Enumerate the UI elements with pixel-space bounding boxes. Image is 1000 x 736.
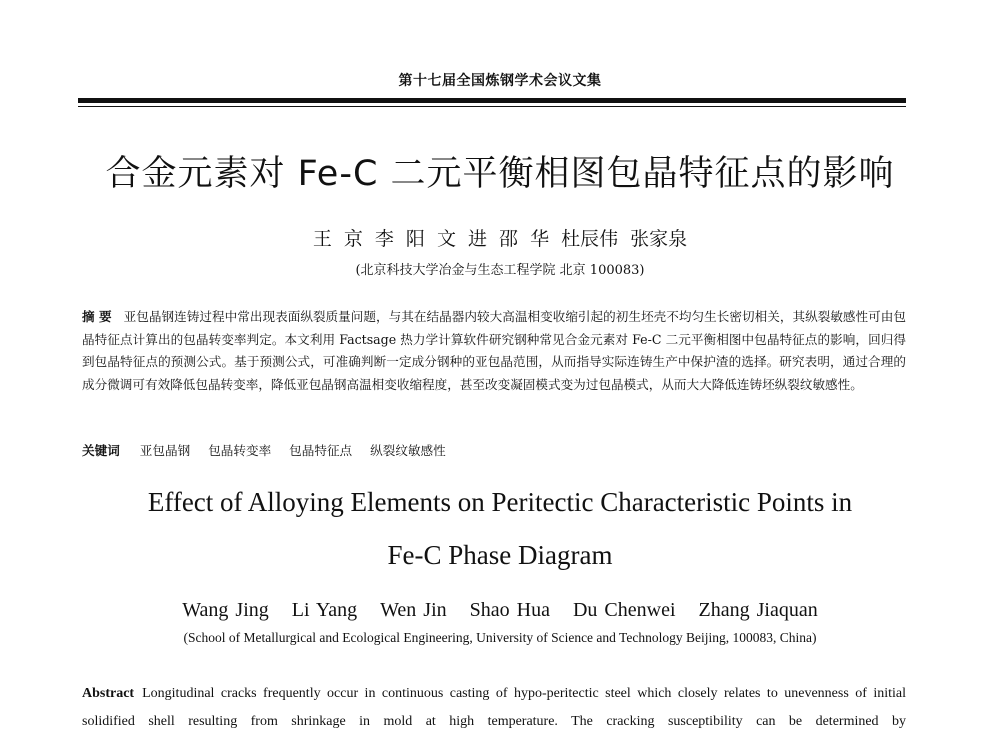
author-name: Zhang Jiaquan — [698, 599, 818, 621]
chinese-authors: 王 京 李 阳 文 进 邵 华 杜辰伟 张家泉 — [312, 228, 688, 250]
english-authors — [0, 599, 1000, 622]
chinese-abstract-text: 亚包晶钢连铸过程中常出现表面纵裂质量问题，与其在结晶器内较大高温相变收缩引起的初生坯壳不均匀生长密切相关，其纵裂敏感性可由包晶特征点计算出的包晶转变率判定。本文利用 Factsage 热力学计算软件研究钢种常见合金元素对 Fe-C 二元平衡相图中包晶特征点的影响，回归得到包晶特征点的预测公式。基于预测公式，可准确判断一定成分钢种的亚包晶范围，从而指导实际连铸生产中保护渣的选择。研究表明，通过合理的成分微调可有效降低包晶转变率，降低亚包晶钢高温相变收缩程度，甚至改变凝固模式变为过包晶模式，从而大大降低连铸坯纵裂纹敏感性。 — [82, 309, 907, 392]
chinese-keywords-label: 关键词 — [82, 443, 120, 458]
chinese-abstract — [82, 306, 906, 396]
header-rule-thick — [78, 98, 906, 103]
author-name: Li Yang — [291, 599, 358, 621]
author-name: Wang Jing — [182, 599, 269, 621]
keyword: 亚包晶钢 — [139, 443, 191, 458]
keyword: 包晶转变率 — [208, 443, 272, 458]
author-name: Shao Hua — [469, 599, 550, 621]
english-abstract — [82, 680, 906, 736]
running-header: 第十七届全国炼钢学术会议文集 — [398, 73, 602, 89]
english-abstract-text: Longitudinal cracks frequently occur in continuous casting of hypo-peritectic steel which closely relates to unevenness of initial solidified shell resulting from shrinkage in mold at high temperature. The cracking susceptibility can be determined by — [82, 686, 906, 729]
chinese-keywords — [82, 440, 906, 459]
chinese-affiliation: (北京科技大学冶金与生态工程学院 北京 100083) — [355, 263, 645, 278]
english-title-line-1: Effect of Alloying Elements on Peritectic Characteristic Points in — [147, 487, 853, 517]
keyword: 包晶特征点 — [289, 443, 353, 458]
english-abstract-label: Abstract — [82, 686, 135, 701]
header-rule-thin — [78, 106, 906, 107]
english-affiliation: (School of Metallurgical and Ecological Engineering, University of Science and Technology Beijing, 100083, China) — [183, 630, 817, 645]
chinese-abstract-label: 摘 要 — [82, 309, 112, 324]
author-name: Du Chenwei — [572, 599, 676, 621]
english-title-line-2: Fe-C Phase Diagram — [387, 540, 613, 570]
chinese-title: 合金元素对 Fe-C 二元平衡相图包晶特征点的影响 — [105, 154, 895, 194]
keyword: 纵裂纹敏感性 — [370, 443, 446, 458]
author-name: Wen Jin — [380, 599, 447, 621]
